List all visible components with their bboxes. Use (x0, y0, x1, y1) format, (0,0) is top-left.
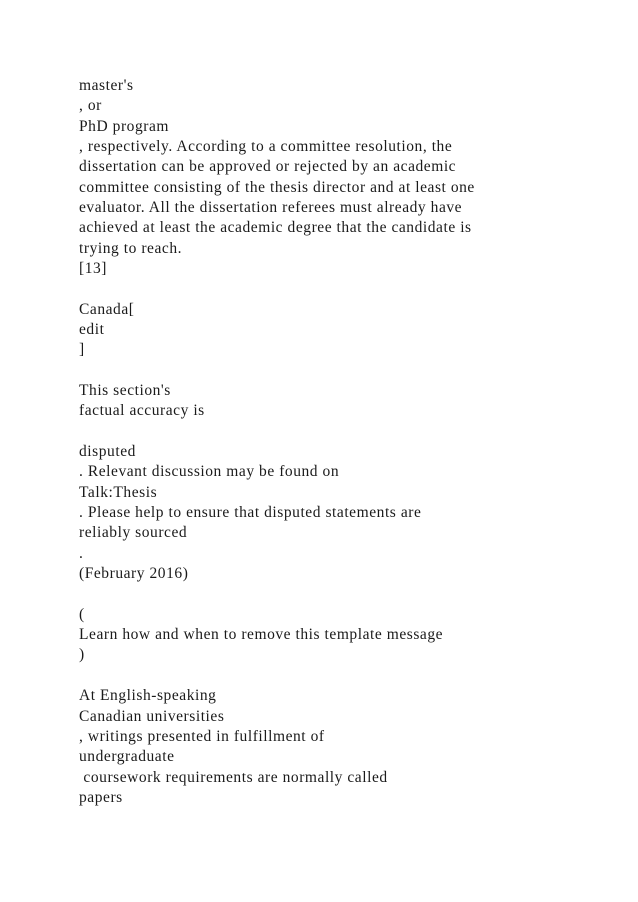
reliable-sources-link[interactable]: reliably sourced (79, 524, 188, 541)
citation-ref: [13] (79, 260, 108, 277)
remove-template-link[interactable]: Learn how and when to remove this template message (79, 626, 444, 643)
text-line: factual accuracy is (79, 402, 205, 419)
text-line: At English-speaking (79, 687, 217, 704)
talk-link[interactable]: Talk:Thesis (79, 484, 158, 501)
text-line: papers (79, 789, 123, 806)
text-line: . Relevant discussion may be found on (79, 463, 340, 480)
text-line: ) (79, 646, 85, 663)
text-line: . Please help to ensure that disputed statements are (79, 504, 422, 521)
section-heading: Canada[ (79, 301, 135, 318)
canadian-universities-link[interactable]: Canadian universities (79, 708, 225, 725)
disputed-link[interactable]: disputed (79, 443, 136, 460)
text-line: , or (79, 97, 102, 114)
text-line: evaluator. All the dissertation referees must already have (79, 199, 463, 216)
edit-link[interactable]: edit (79, 321, 105, 338)
text-line: coursework requirements are normally called (79, 769, 388, 786)
text-line: trying to reach. (79, 240, 183, 257)
text-line: This section's (79, 382, 171, 399)
text-line: ] (79, 341, 85, 358)
text-line: dissertation can be approved or rejected by an academic (79, 158, 457, 175)
text-line: ( (79, 606, 85, 623)
text-line: achieved at least the academic degree that the candidate is (79, 219, 472, 236)
text-line: , writings presented in fulfillment of (79, 728, 325, 745)
text-line: . (79, 545, 84, 562)
text-line: master's (79, 77, 134, 94)
undergraduate-link[interactable]: undergraduate (79, 748, 175, 765)
text-line: committee consisting of the thesis director and at least one (79, 179, 475, 196)
text-line: PhD program (79, 118, 169, 135)
text-line: , respectively. According to a committee resolution, the (79, 138, 453, 155)
text-line: (February 2016) (79, 565, 189, 582)
